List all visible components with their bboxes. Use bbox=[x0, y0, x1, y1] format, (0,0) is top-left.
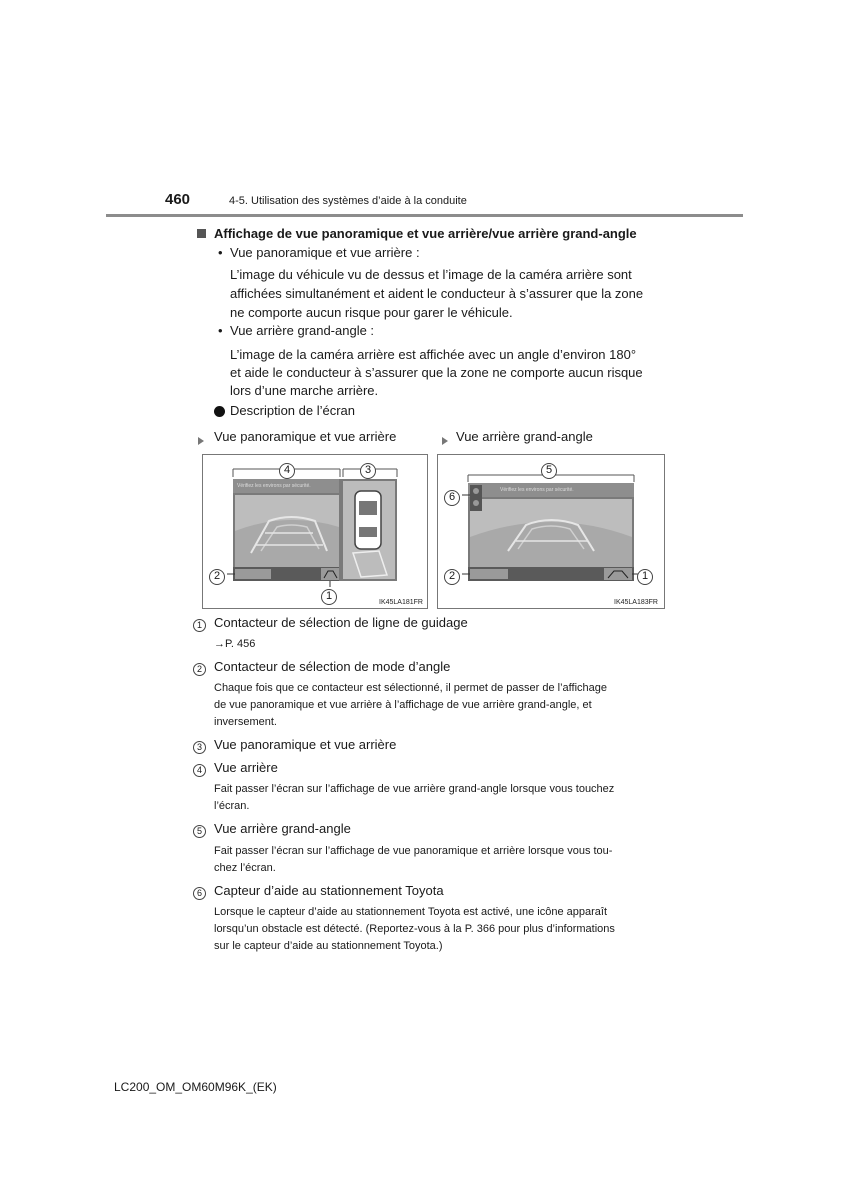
item-number: 2 bbox=[193, 663, 206, 676]
callout-2: 2 bbox=[209, 569, 225, 585]
item-number: 3 bbox=[193, 741, 206, 754]
left-figure bbox=[202, 454, 428, 609]
item-title: Capteur d’aide au stationnement Toyota bbox=[214, 883, 444, 898]
document-code: LC200_OM_OM60M96K_(EK) bbox=[114, 1080, 277, 1094]
item-title: Contacteur de sélection de ligne de guidage bbox=[214, 615, 468, 630]
bullet-text-line: L’image du véhicule vu de dessus et l’image de la caméra arrière sont bbox=[230, 267, 632, 282]
screen-warning-message: Vérifiez les environs par sécurité. bbox=[500, 487, 574, 493]
page-number: 460 bbox=[165, 191, 191, 208]
callout-4: 4 bbox=[279, 463, 295, 479]
item-number: 6 bbox=[193, 887, 206, 900]
section-marker bbox=[197, 224, 206, 243]
left-screen-illustration bbox=[203, 455, 427, 608]
item-number: 1 bbox=[193, 619, 206, 632]
callout-1: 1 bbox=[637, 569, 653, 585]
item-number: 4 bbox=[193, 764, 206, 777]
bullet-dot-icon: • bbox=[218, 323, 223, 338]
triangle-marker-icon bbox=[198, 432, 204, 450]
item-text-line: l’écran. bbox=[214, 800, 250, 812]
callout-2: 2 bbox=[444, 569, 460, 585]
right-figure-caption: Vue arrière grand-angle bbox=[456, 429, 593, 444]
callout-3: 3 bbox=[360, 463, 376, 479]
item-text-line: Fait passer l’écran sur l’affichage de vue arrière grand-angle lorsque vous touchez bbox=[214, 783, 615, 795]
section-title: Affichage de vue panoramique et vue arrière/vue arrière grand-angle bbox=[214, 226, 637, 241]
chapter-title: 4-5. Utilisation des systèmes d’aide à la conduite bbox=[229, 195, 467, 207]
bullet-text-line: affichées simultanément et aident le conducteur à s’assurer que la zone bbox=[230, 286, 644, 301]
item-reference: →P. 456 bbox=[214, 638, 256, 650]
callout-1: 1 bbox=[321, 589, 337, 605]
item-title: Vue arrière bbox=[214, 760, 278, 775]
bullet-label: Vue panoramique et vue arrière : bbox=[230, 245, 420, 260]
item-text-line: de vue panoramique et vue arrière à l’affichage de vue arrière grand-angle, et bbox=[214, 699, 592, 711]
item-number: 5 bbox=[193, 825, 206, 838]
header-rule bbox=[106, 214, 743, 217]
item-text-line: Fait passer l’écran sur l’affichage de vue panoramique et arrière lorsque vous tou- bbox=[214, 845, 613, 857]
screen-description-heading: Description de l’écran bbox=[230, 403, 356, 418]
item-text-line: sur le capteur d’aide au stationnement Toyota.) bbox=[214, 940, 443, 952]
bullet-dot-icon: • bbox=[218, 245, 223, 260]
item-title: Vue panoramique et vue arrière bbox=[214, 737, 397, 752]
item-text-line: lorsqu’un obstacle est détecté. (Reportez-vous à la P. 366 pour plus d’informations bbox=[214, 923, 615, 935]
bullet-text-line: et aide le conducteur à s’assurer que la zone ne comporte aucun risque bbox=[230, 365, 643, 380]
bullet-text-line: lors d’une marche arrière. bbox=[230, 383, 379, 398]
triangle-marker-icon bbox=[442, 432, 448, 450]
callout-6: 6 bbox=[444, 490, 460, 506]
screen-warning-message: Vérifiez les environs par sécurité. bbox=[237, 483, 311, 489]
left-figure-caption: Vue panoramique et vue arrière bbox=[214, 429, 397, 444]
item-text-line: Lorsque le capteur d’aide au stationnement Toyota est activé, une icône apparaît bbox=[214, 906, 608, 918]
item-title: Contacteur de sélection de mode d’angle bbox=[214, 659, 451, 674]
item-text-line: chez l’écran. bbox=[214, 862, 276, 874]
bullet-text-line: L’image de la caméra arrière est affichée avec un angle d’environ 180° bbox=[230, 347, 637, 362]
bullet-label: Vue arrière grand-angle : bbox=[230, 323, 375, 338]
left-figure-code: IK45LA181FR bbox=[379, 599, 423, 606]
bullet-text-line: ne comporte aucun risque pour garer le véhicule. bbox=[230, 305, 513, 320]
item-title: Vue arrière grand-angle bbox=[214, 821, 351, 836]
callout-5: 5 bbox=[541, 463, 557, 479]
right-figure-code: IK45LA183FR bbox=[614, 599, 658, 606]
item-text-line: Chaque fois que ce contacteur est sélectionné, il permet de passer de l’affichage bbox=[214, 682, 607, 694]
filled-circle-icon bbox=[214, 404, 225, 422]
item-text-line: inversement. bbox=[214, 716, 277, 728]
square-bullet-icon bbox=[197, 229, 206, 238]
